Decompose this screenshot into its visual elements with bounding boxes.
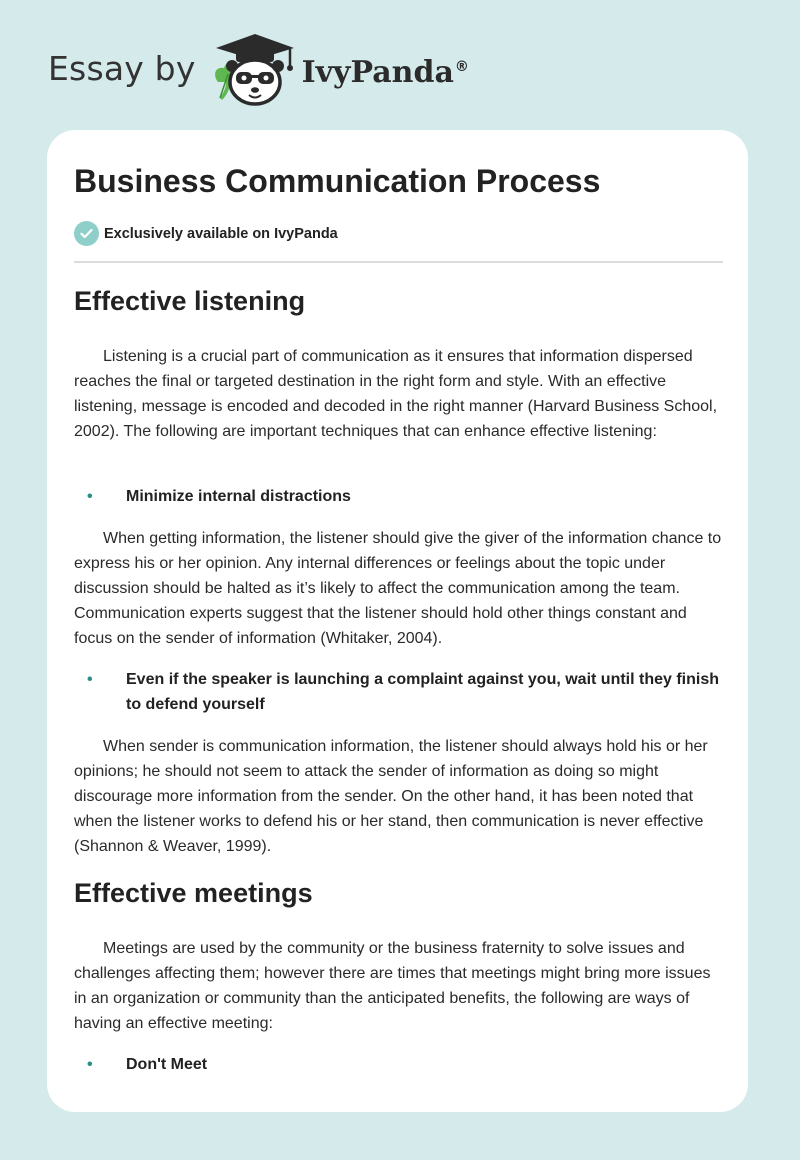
bullet-dot-icon: • bbox=[87, 1056, 93, 1073]
panda-graduate-icon bbox=[210, 30, 300, 110]
list-item bbox=[74, 1052, 723, 1077]
exclusive-badge-label: Exclusively available on IvyPanda bbox=[104, 225, 338, 242]
brand-name bbox=[302, 55, 469, 90]
check-circle-icon bbox=[74, 221, 99, 246]
section-intro-listening: Listening is a crucial part of communication as it ensures that information dispersed reaches the final or targeted destination in the right form and style. With an effective listening, message is encoded and decoded in the right manner (Harvard Business School, 2002). The following are important techniques that can enhance effective listening: bbox=[74, 348, 718, 440]
section-intro-meetings: Meetings are used by the community or the business fraternity to solve issues and challenges affecting them; however there are times that meetings might bring more issues in an organization or community than the anticipated benefits, the following are ways of having an effective meeting: bbox=[74, 940, 711, 1032]
registered-mark: ® bbox=[454, 58, 469, 75]
bullet-dot-icon: • bbox=[87, 488, 93, 505]
bullet-text: Even if the speaker is launching a complaint against you, wait until they finish to defend yourself bbox=[126, 671, 720, 713]
list-item bbox=[74, 667, 723, 717]
bullet-text: Minimize internal distractions bbox=[126, 488, 351, 505]
title-divider bbox=[74, 261, 723, 263]
page-title: Business Communication Process bbox=[74, 163, 601, 199]
brand-logo[interactable] bbox=[48, 30, 469, 110]
essay-card bbox=[47, 130, 748, 1112]
section-heading-listening: Effective listening bbox=[74, 286, 306, 316]
section-heading-meetings: Effective meetings bbox=[74, 878, 313, 908]
brand-prefix: Essay by bbox=[48, 48, 196, 88]
paragraph: When getting information, the listener should give the giver of the information chance to express his or her opinion. Any internal differences or feelings about the topic under discussion should be halted as it’s likely to affect the communication among the team. Communication experts suggest that the listener should hold other things constant and focus on the sender of information (Whitaker, 2004). bbox=[74, 530, 722, 647]
bullet-text: Don't Meet bbox=[126, 1056, 208, 1073]
paragraph: When sender is communication information, the listener should always hold his or her opinions; he should not seem to attack the sender of information as doing so might discourage more information from the sender. On the other hand, it has been noted that when the listener works to defend his or her stand, then communication is never effective (Shannon & Weaver, 1999). bbox=[74, 738, 708, 855]
bullet-dot-icon: • bbox=[87, 671, 93, 688]
brand-name-text: IvyPanda bbox=[301, 54, 454, 90]
list-item bbox=[74, 484, 723, 509]
exclusive-badge bbox=[74, 221, 338, 246]
